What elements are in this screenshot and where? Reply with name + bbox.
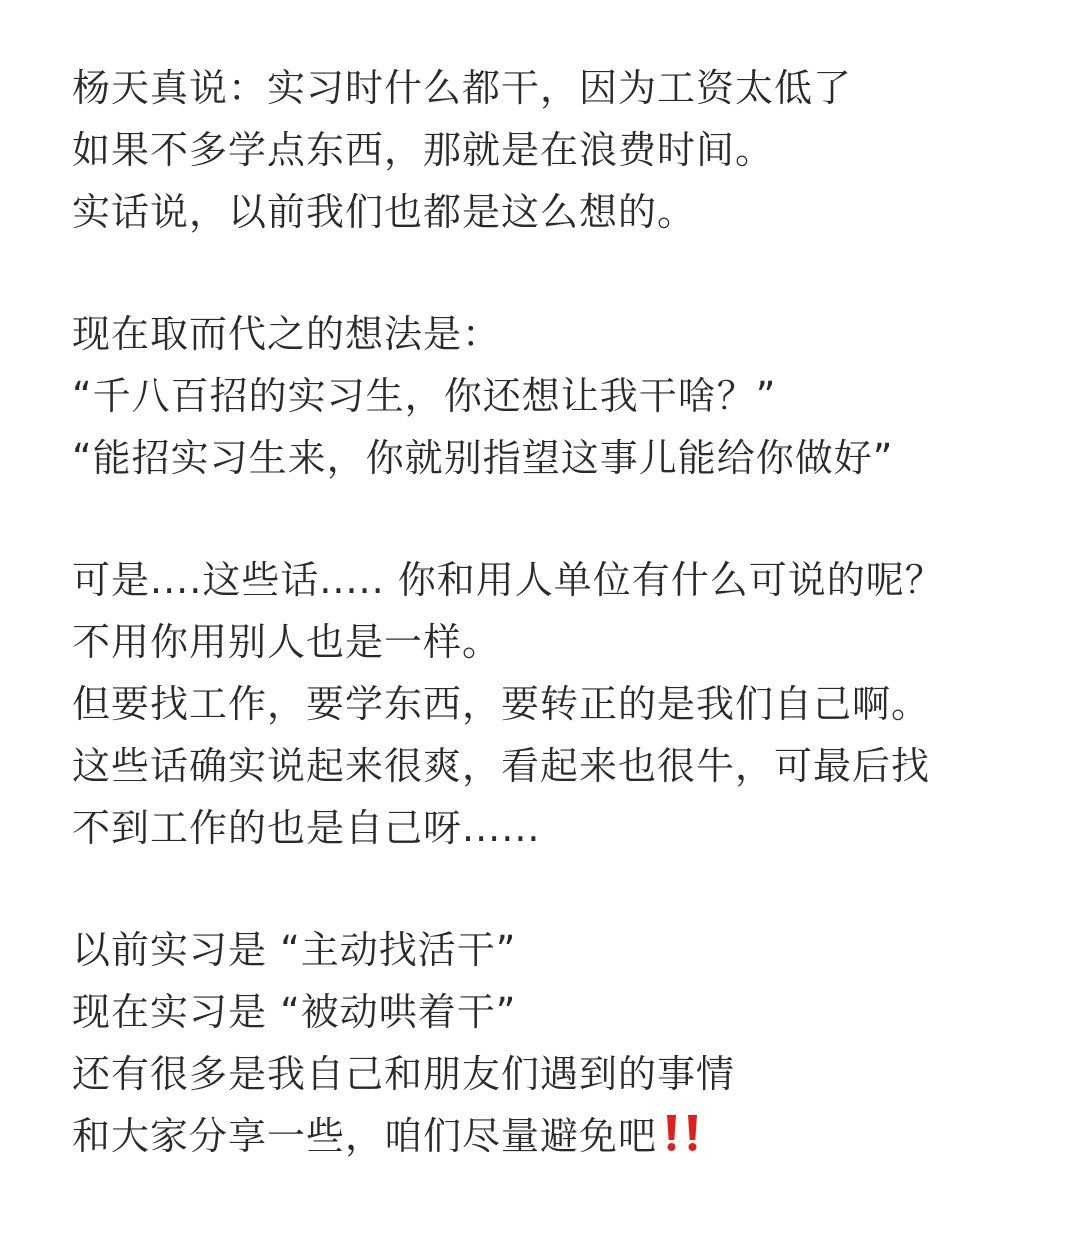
text-line: 实话说，以前我们也都是这么想的。 <box>72 190 697 234</box>
text-line: “千八百招的实习生，你还想让我干啥？” <box>72 374 777 418</box>
text-line: 可是....这些话..... 你和用人单位有什么可说的呢？ <box>72 558 944 602</box>
text-line: 现在取而代之的想法是： <box>72 312 502 356</box>
text-line: “能招实习生来，你就别指望这事儿能给你做好” <box>72 436 894 480</box>
paragraph-1 <box>72 57 1032 243</box>
paragraph-2 <box>72 303 1032 489</box>
text-line: 但要找工作，要学东西，要转正的是我们自己啊。 <box>72 682 931 726</box>
text-line: 不到工作的也是自己呀...... <box>72 806 541 850</box>
paragraph-3 <box>72 549 1032 859</box>
paragraph-gap <box>72 489 1032 549</box>
paragraph-4 <box>72 919 1032 1167</box>
double-exclamation-icon <box>661 1113 705 1153</box>
text-line: 以前实习是 “主动找活干” <box>72 928 517 972</box>
text-line: 还有很多是我自己和朋友们遇到的事情 <box>72 1052 736 1096</box>
text-line: 和大家分享一些，咱们尽量避免吧 <box>72 1114 658 1158</box>
text-line: 如果不多学点东西，那就是在浪费时间。 <box>72 128 775 172</box>
paragraph-gap <box>72 859 1032 919</box>
text-line: 杨天真说：实习时什么都干，因为工资太低了 <box>72 66 853 110</box>
article-body <box>72 57 1032 1167</box>
text-line: 不用你用别人也是一样。 <box>72 620 502 664</box>
text-line: 这些话确实说起来很爽，看起来也很牛，可最后找 <box>72 744 931 788</box>
text-line: 现在实习是 “被动哄着干” <box>72 990 517 1034</box>
paragraph-gap <box>72 243 1032 303</box>
final-line <box>72 1105 1032 1167</box>
